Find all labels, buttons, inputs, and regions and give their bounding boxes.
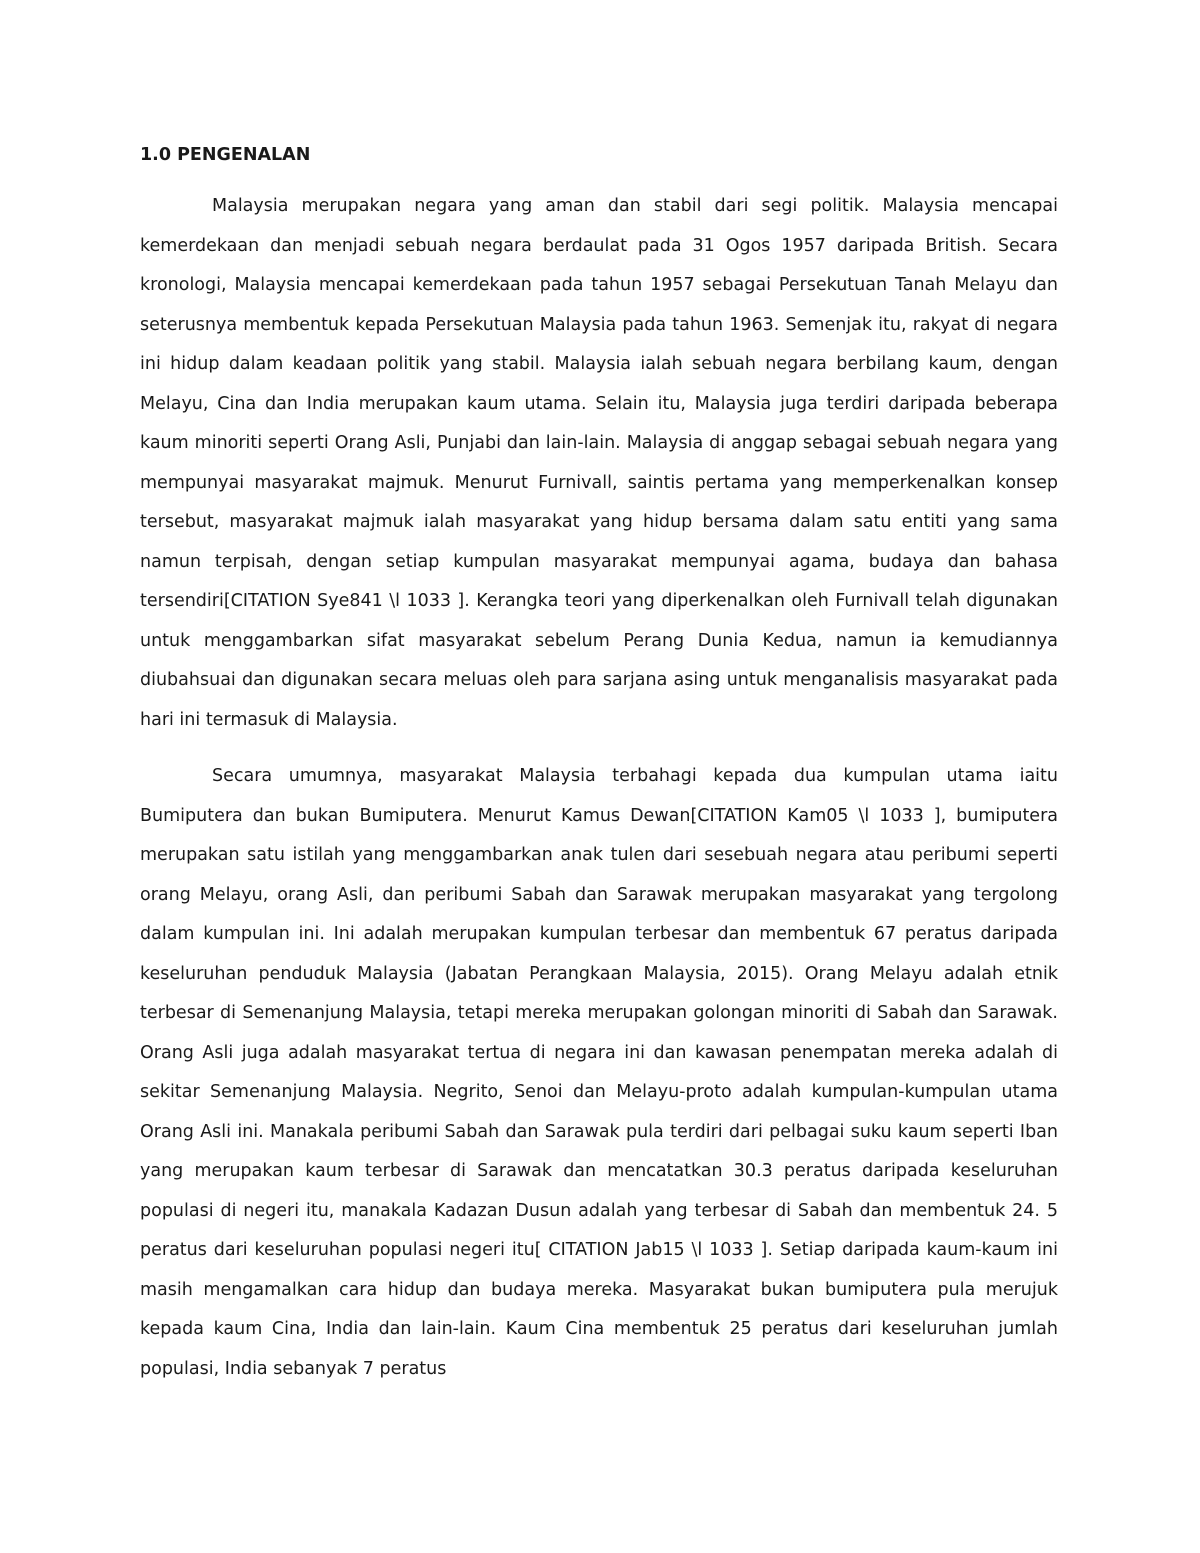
paragraph-intro: Malaysia merupakan negara yang aman dan stabil dari segi politik. Malaysia mencapai kemerdekaan dan menjadi sebuah negara berdaulat pada 31 Ogos 1957 daripada British. Secara kronologi, Malaysia mencapai kemerdekaan pada tahun 1957 sebagai Persekutuan Tanah Melayu dan seterusnya membentuk kepada Persekutuan Malaysia pada tahun 1963. Semenjak itu, rakyat di negara ini hidup dalam keadaan politik yang stabil. Malaysia ialah sebuah negara berbilang kaum, dengan Melayu, Cina dan India merupakan kaum utama. Selain itu, Malaysia juga terdiri daripada beberapa kaum minoriti seperti Orang Asli, Punjabi dan lain-lain. Malaysia di anggap sebagai sebuah negara yang mempunyai masyarakat majmuk. Menurut Furnivall, saintis pertama yang memperkenalkan konsep tersebut, masyarakat majmuk ialah masyarakat yang hidup bersama dalam satu entiti yang sama namun terpisah, dengan setiap kumpulan masyarakat mempunyai agama, budaya dan bahasa tersendiri[CITATION Sye841 \l 1033 ]. Kerangka teori yang diperkenalkan oleh Furnivall telah digunakan untuk menggambarkan sifat masyarakat sebelum Perang Dunia Kedua, namun ia kemudiannya diubahsuai dan digunakan secara meluas oleh para sarjana asing untuk menganalisis masyarakat pada hari ini termasuk di Malaysia. [140, 196, 1058, 730]
section-heading: 1.0 PENGENALAN [140, 145, 311, 165]
document-body [140, 143, 1058, 1389]
paragraph-bumiputera: Secara umumnya, masyarakat Malaysia terbahagi kepada dua kumpulan utama iaitu Bumiputera dan bukan Bumiputera. Menurut Kamus Dewan[CITATION Kam05 \l 1033 ], bumiputera merupakan satu istilah yang menggambarkan anak tulen dari sesebuah negara atau peribumi seperti orang Melayu, orang Asli, dan peribumi Sabah dan Sarawak merupakan masyarakat yang tergolong dalam kumpulan ini. Ini adalah merupakan kumpulan terbesar dan membentuk 67 peratus daripada keseluruhan penduduk Malaysia (Jabatan Perangkaan Malaysia, 2015). Orang Melayu adalah etnik terbesar di Semenanjung Malaysia, tetapi mereka merupakan golongan minoriti di Sabah dan Sarawak. Orang Asli juga adalah masyarakat tertua di negara ini dan kawasan penempatan mereka adalah di sekitar Semenanjung Malaysia. Negrito, Senoi dan Melayu-proto adalah kumpulan-kumpulan utama Orang Asli ini. Manakala peribumi Sabah dan Sarawak pula terdiri dari pelbagai suku kaum seperti Iban yang merupakan kaum terbesar di Sarawak dan mencatatkan 30.3 peratus daripada keseluruhan populasi di negeri itu, manakala Kadazan Dusun adalah yang terbesar di Sabah dan membentuk 24. 5 peratus dari keseluruhan populasi negeri itu[ CITATION Jab15 \l 1033 ]. Setiap daripada kaum-kaum ini masih mengamalkan cara hidup dan budaya mereka. Masyarakat bukan bumiputera pula merujuk kepada kaum Cina, India dan lain-lain. Kaum Cina membentuk 25 peratus dari keseluruhan jumlah populasi, India sebanyak 7 peratus [140, 766, 1058, 1379]
